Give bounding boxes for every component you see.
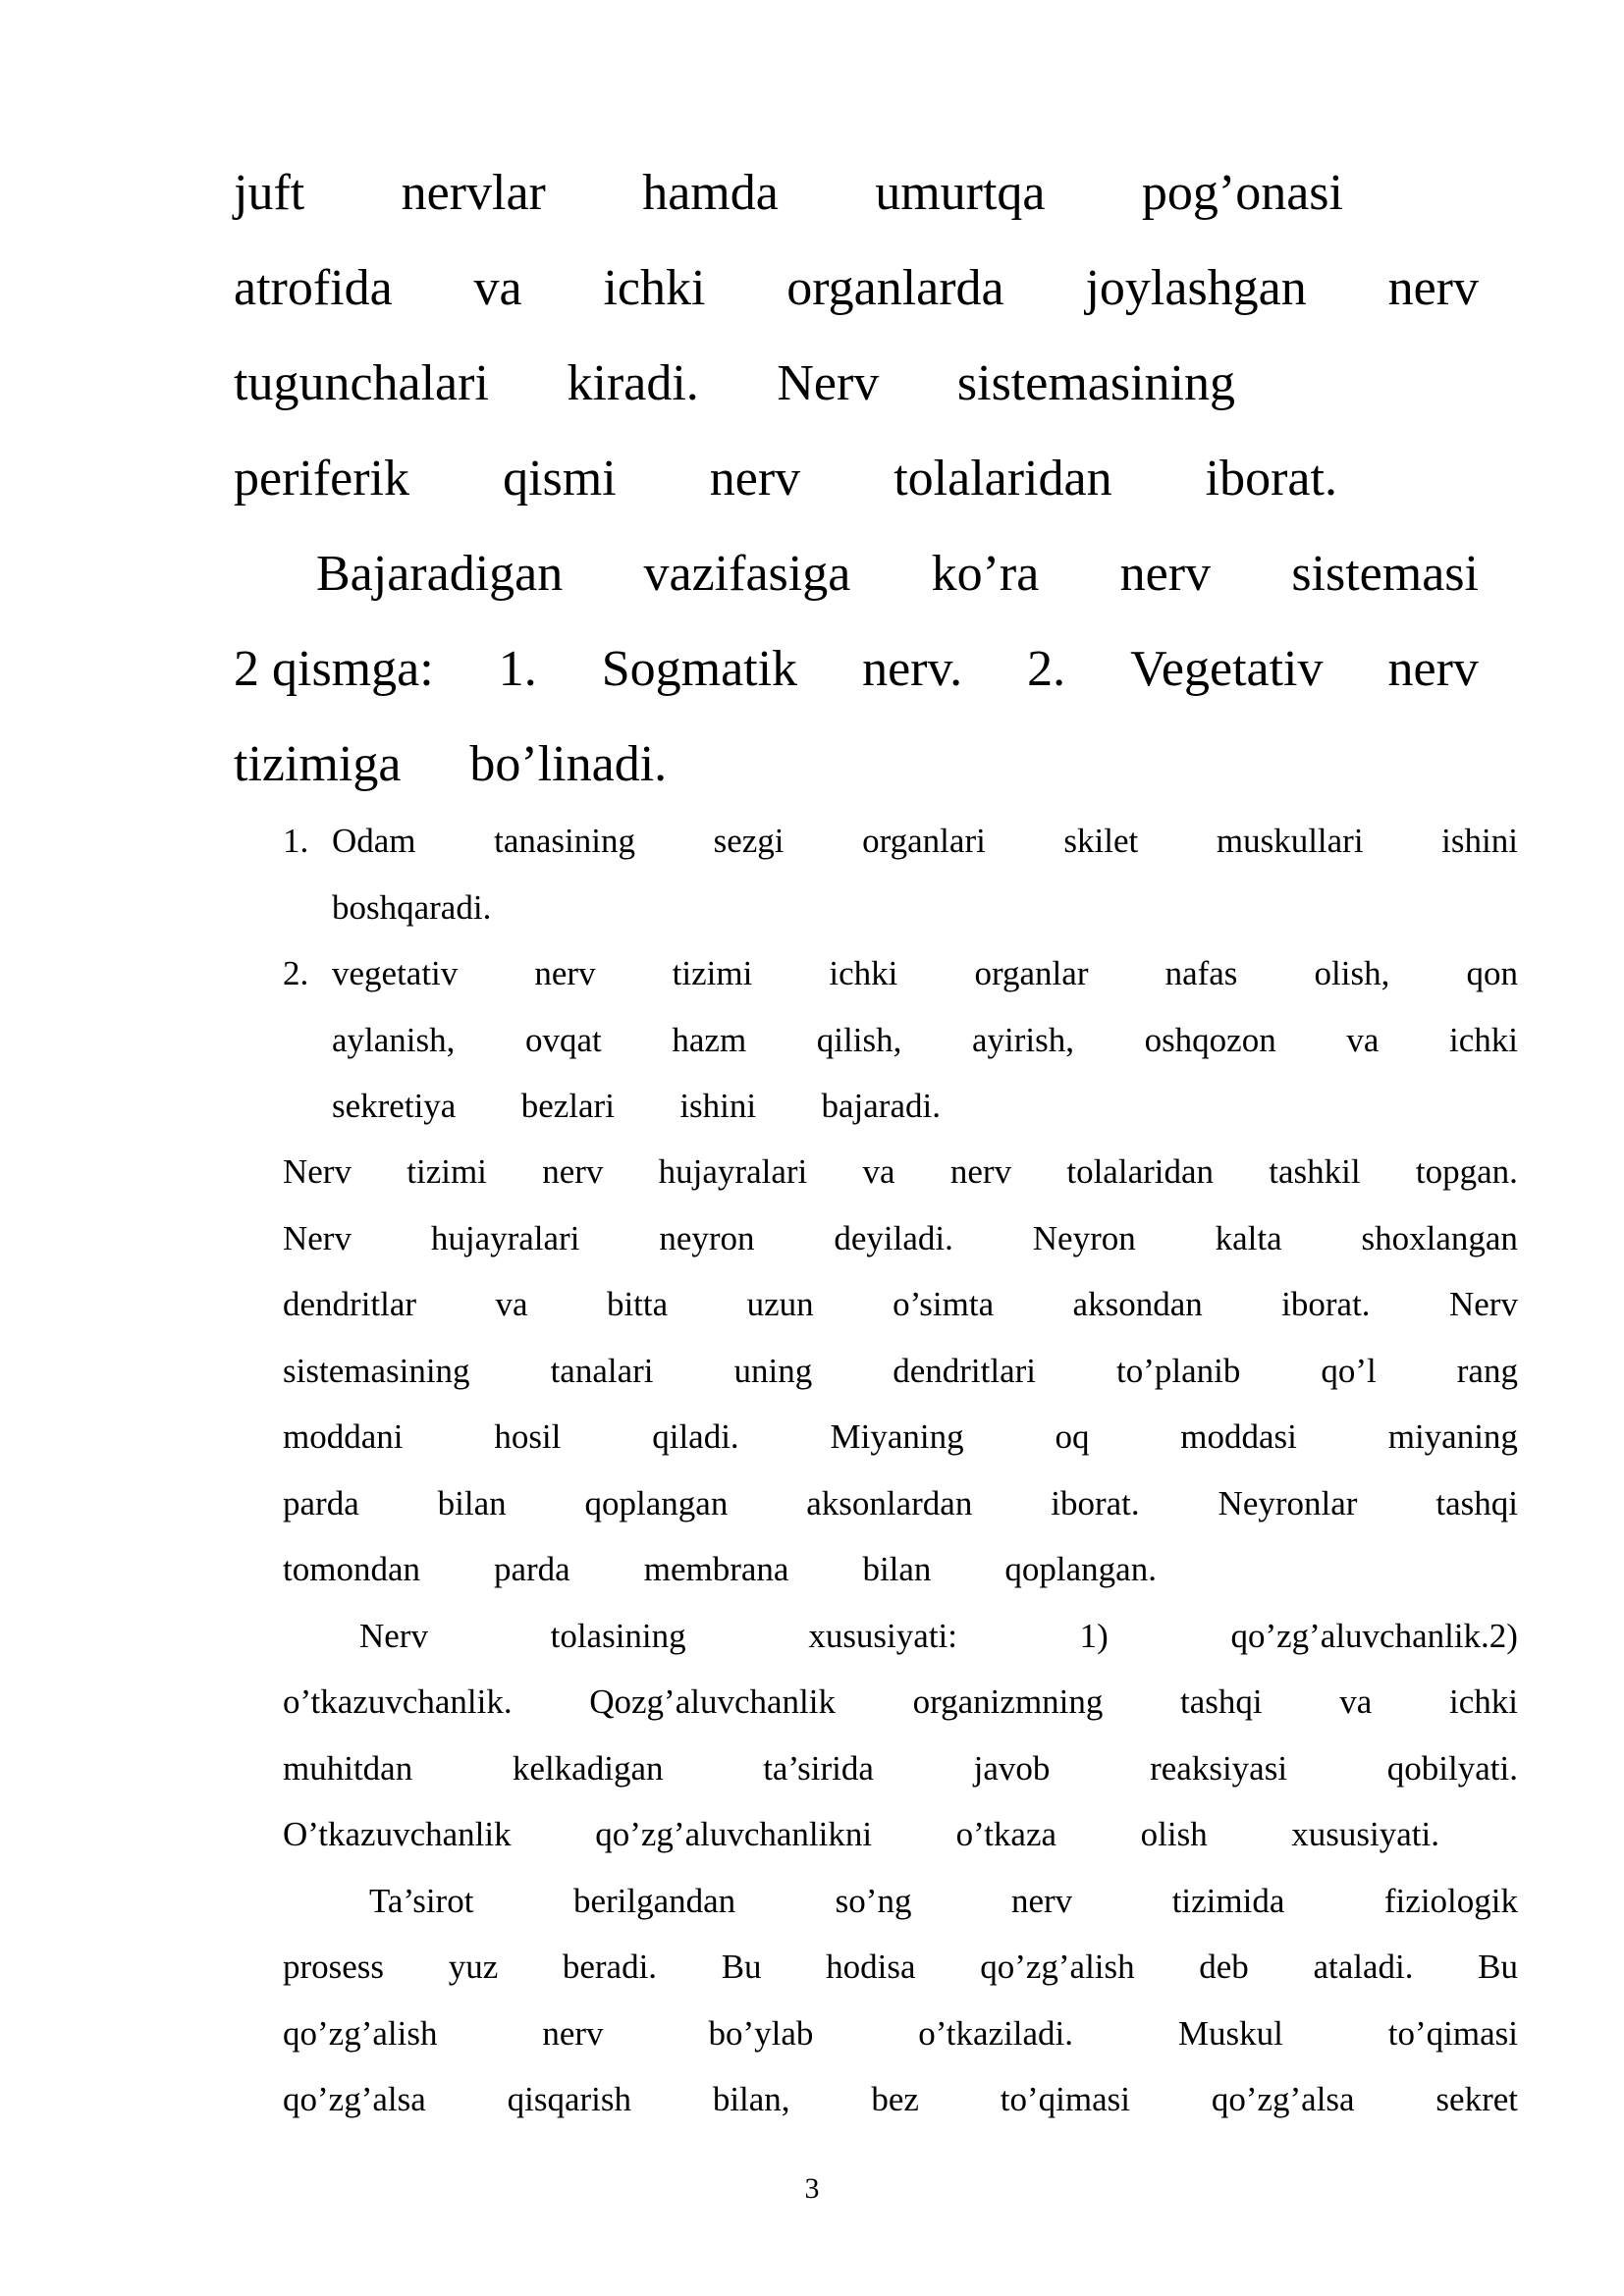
word: vazifasiga bbox=[643, 546, 851, 602]
word: sistemasining bbox=[283, 1351, 470, 1390]
word: hamda bbox=[642, 165, 779, 221]
paragraph-line bbox=[234, 431, 1337, 526]
word: aylanish, bbox=[332, 1020, 456, 1059]
word: tomondan bbox=[283, 1550, 420, 1588]
word: moddani bbox=[283, 1417, 404, 1456]
word: o’simta bbox=[893, 1285, 995, 1323]
word: joylashgan bbox=[1085, 260, 1307, 316]
body-line bbox=[283, 1338, 1518, 1405]
word: yuz bbox=[448, 1948, 499, 1986]
word: tugunchalari bbox=[234, 355, 489, 411]
word: umurtqa bbox=[875, 165, 1046, 221]
word: ko’ra bbox=[931, 546, 1040, 602]
word: uning bbox=[733, 1351, 813, 1390]
word: bilan bbox=[862, 1550, 932, 1588]
word: parda bbox=[283, 1483, 359, 1522]
body-line bbox=[283, 1669, 1518, 1735]
word: shoxlangan bbox=[1361, 1218, 1518, 1257]
body-line bbox=[283, 1868, 1518, 1935]
word: hujayralari bbox=[658, 1152, 808, 1191]
word: juft bbox=[234, 165, 305, 221]
word: oshqozon bbox=[1144, 1020, 1276, 1059]
list-number: 1. bbox=[283, 822, 309, 860]
word: tizimi bbox=[672, 954, 753, 992]
word: bo’linadi. bbox=[469, 736, 668, 792]
body-line bbox=[283, 1139, 1518, 1205]
word: va bbox=[1339, 1682, 1373, 1721]
word: organlari bbox=[862, 822, 986, 860]
large-paragraph bbox=[234, 145, 1479, 812]
word: organlar bbox=[974, 954, 1089, 992]
body-line bbox=[283, 1801, 1439, 1868]
word: tizimi bbox=[406, 1152, 487, 1191]
word: ayirish, bbox=[971, 1020, 1074, 1059]
word: bajaradi. bbox=[821, 1087, 941, 1125]
word: Nerv bbox=[359, 1616, 428, 1655]
word: bilan, bbox=[712, 2080, 790, 2118]
word: Nerv bbox=[777, 355, 880, 411]
word: bilan bbox=[437, 1483, 507, 1522]
word: qo’l bbox=[1321, 1351, 1377, 1390]
word: ishini bbox=[1441, 822, 1518, 860]
word: tolasining bbox=[550, 1616, 686, 1655]
body-line bbox=[283, 1536, 1157, 1603]
word: iborat. bbox=[1281, 1285, 1371, 1323]
paragraph-line bbox=[234, 621, 1479, 717]
word: tashqi bbox=[1435, 1483, 1518, 1522]
word: hosil bbox=[494, 1417, 562, 1456]
word: Muskul bbox=[1177, 2013, 1283, 2053]
word: qo’zg’alish bbox=[283, 2013, 438, 2053]
page-number: 3 bbox=[804, 2172, 820, 2205]
word: to’qimasi bbox=[1387, 2013, 1518, 2053]
word: beradi. bbox=[562, 1948, 658, 1986]
word: prosess bbox=[283, 1948, 385, 1986]
body-line bbox=[283, 1205, 1518, 1272]
word: 1. bbox=[498, 641, 537, 697]
word: bo’ylab bbox=[708, 2013, 814, 2053]
numbered-list bbox=[283, 808, 1518, 1140]
word: muhitdan bbox=[283, 1748, 413, 1788]
word: nerv bbox=[1010, 1881, 1073, 1920]
word: rang bbox=[1456, 1351, 1518, 1390]
word: organlarda bbox=[786, 260, 1004, 316]
word: 2. bbox=[1027, 641, 1066, 697]
word: o’tkaziladi. bbox=[918, 2013, 1074, 2053]
word: bezlari bbox=[520, 1087, 615, 1125]
word: Bu bbox=[1478, 1948, 1518, 1986]
word: o’tkaza bbox=[955, 1815, 1057, 1853]
word: qo’zg’alsa bbox=[1211, 2080, 1355, 2118]
body-line bbox=[283, 1603, 1518, 1670]
word: nerv bbox=[542, 2013, 604, 2053]
word: nerv bbox=[1119, 546, 1212, 602]
word: Neyronlar bbox=[1218, 1483, 1358, 1522]
word: reaksiyasi bbox=[1150, 1748, 1288, 1788]
word: kiradi. bbox=[567, 355, 699, 411]
word: organizmning bbox=[912, 1682, 1104, 1721]
body-line bbox=[283, 1735, 1518, 1802]
word: dendritlar bbox=[283, 1285, 417, 1323]
word: nerv bbox=[949, 1152, 1012, 1191]
word: ta’sirida bbox=[763, 1748, 874, 1788]
word: qoplangan. bbox=[1004, 1550, 1157, 1588]
word: skilet bbox=[1063, 822, 1139, 860]
word: O’tkazuvchanlik bbox=[283, 1815, 512, 1853]
word: periferik bbox=[234, 451, 410, 507]
word: kelkadigan bbox=[512, 1748, 664, 1788]
list-line bbox=[332, 1007, 1518, 1074]
word: moddasi bbox=[1180, 1417, 1297, 1456]
word: va bbox=[862, 1152, 895, 1191]
word: qo’zg’alsa bbox=[283, 2080, 426, 2118]
word: xususiyati: bbox=[808, 1616, 957, 1655]
word: nerv bbox=[1387, 260, 1479, 316]
word: qoplangan bbox=[584, 1483, 729, 1522]
paragraph-line bbox=[234, 336, 1235, 431]
word: tashkil bbox=[1269, 1152, 1361, 1191]
word: parda bbox=[493, 1550, 570, 1588]
word: Ta’sirot bbox=[369, 1881, 474, 1920]
list-item bbox=[283, 808, 1518, 940]
body-line bbox=[283, 1271, 1518, 1338]
word: qisqarish bbox=[507, 2080, 631, 2118]
word: Nerv bbox=[283, 1152, 352, 1191]
word: va bbox=[473, 260, 522, 316]
word: nerv bbox=[534, 954, 596, 992]
list-line bbox=[332, 1073, 941, 1140]
word: Odam bbox=[332, 822, 416, 860]
word: qo’zg’aluvchanlikni bbox=[595, 1815, 873, 1853]
word: tizimiga bbox=[234, 736, 402, 792]
word: qo’zg’aluvchanlik.2) bbox=[1230, 1616, 1518, 1655]
word: tashqi bbox=[1180, 1682, 1263, 1721]
word: deyiladi. bbox=[834, 1218, 953, 1257]
word: boshqaradi. bbox=[332, 887, 492, 927]
word: bez bbox=[871, 2080, 919, 2118]
word: ichki bbox=[1448, 1682, 1518, 1721]
word: muskullari bbox=[1216, 822, 1364, 860]
word: xususiyati. bbox=[1291, 1815, 1439, 1853]
word: ishini bbox=[679, 1087, 757, 1125]
word: ichki bbox=[829, 954, 898, 992]
word: javob bbox=[973, 1748, 1051, 1788]
word: sistemasining bbox=[956, 355, 1235, 411]
word: va bbox=[1346, 1020, 1380, 1059]
word: sekretiya bbox=[332, 1087, 457, 1125]
paragraph-line bbox=[234, 145, 1343, 240]
word: Vegetativ bbox=[1130, 641, 1324, 697]
word: Qozg’aluvchanlik bbox=[589, 1682, 836, 1721]
word: dendritlari bbox=[893, 1351, 1037, 1390]
word: qismi bbox=[503, 451, 617, 507]
word: ichki bbox=[1448, 1020, 1518, 1059]
word: oq bbox=[1055, 1417, 1090, 1456]
word: ichki bbox=[603, 260, 706, 316]
word: Miyaning bbox=[830, 1417, 964, 1456]
word: 1) bbox=[1079, 1616, 1109, 1655]
word: hodisa bbox=[826, 1948, 916, 1986]
word: Neyron bbox=[1032, 1218, 1136, 1257]
word: olish bbox=[1140, 1815, 1208, 1853]
word: sekret bbox=[1435, 2080, 1518, 2118]
word: to’planib bbox=[1116, 1351, 1241, 1390]
list-item bbox=[283, 940, 1518, 1140]
list-line bbox=[332, 808, 1518, 875]
word: Bajaradigan bbox=[316, 546, 564, 602]
word: qilish, bbox=[816, 1020, 902, 1059]
word: ataladi. bbox=[1313, 1948, 1414, 1986]
word: o’tkazuvchanlik. bbox=[283, 1682, 513, 1721]
paragraph-line bbox=[234, 526, 1479, 621]
word: sezgi bbox=[713, 822, 785, 860]
word: Nerv bbox=[1448, 1285, 1518, 1323]
list-number: 2. bbox=[283, 954, 309, 992]
word: tolalaridan bbox=[1066, 1152, 1215, 1191]
word: iborat. bbox=[1051, 1483, 1140, 1522]
word: atrofida bbox=[234, 260, 393, 316]
body-text bbox=[283, 1139, 1518, 2133]
word: to’qimasi bbox=[1000, 2080, 1130, 2118]
word: hujayralari bbox=[430, 1218, 580, 1257]
word: nerv bbox=[542, 1152, 604, 1191]
word: qon bbox=[1466, 954, 1518, 992]
word: topgan. bbox=[1415, 1152, 1518, 1191]
word: uzun bbox=[746, 1285, 814, 1323]
word: tanalari bbox=[550, 1351, 654, 1390]
word: deb bbox=[1199, 1948, 1249, 1986]
body-line bbox=[283, 1404, 1518, 1470]
word: qo’zg’alish bbox=[980, 1948, 1135, 1986]
word: so’ng bbox=[835, 1881, 912, 1920]
word: aksondan bbox=[1072, 1285, 1203, 1323]
word: sistemasi bbox=[1291, 546, 1479, 602]
paragraph-line bbox=[234, 240, 1479, 336]
word: tanasining bbox=[494, 822, 636, 860]
word: neyron bbox=[659, 1218, 755, 1257]
word: miyaning bbox=[1387, 1417, 1518, 1456]
body-line bbox=[283, 2066, 1518, 2133]
word: ovqat bbox=[525, 1020, 602, 1059]
word: aksonlardan bbox=[806, 1483, 973, 1522]
word: nafas bbox=[1164, 954, 1238, 992]
paragraph-line bbox=[234, 717, 1479, 812]
word: nerv bbox=[1387, 641, 1479, 697]
word: 2 qismga: bbox=[234, 641, 434, 697]
word: va bbox=[495, 1285, 528, 1323]
body-line bbox=[283, 1934, 1518, 2001]
word: pog’onasi bbox=[1141, 165, 1343, 221]
word: berilgandan bbox=[572, 1881, 736, 1920]
word: tizimida bbox=[1171, 1881, 1285, 1920]
body-line bbox=[283, 2001, 1518, 2067]
body-line bbox=[283, 1470, 1518, 1537]
word: nerv bbox=[709, 451, 801, 507]
word: vegetativ bbox=[332, 954, 459, 992]
word: tolalaridan bbox=[893, 451, 1112, 507]
word: fiziologik bbox=[1383, 1881, 1518, 1920]
word: bitta bbox=[606, 1285, 669, 1323]
list-line bbox=[332, 875, 1518, 941]
word: iborat. bbox=[1205, 451, 1337, 507]
word: olish, bbox=[1314, 954, 1390, 992]
word: nerv. bbox=[862, 641, 963, 697]
word: Bu bbox=[721, 1948, 762, 1986]
word: qiladi. bbox=[652, 1417, 739, 1456]
list-line bbox=[332, 940, 1518, 1007]
word: Nerv bbox=[283, 1218, 352, 1257]
word: nervlar bbox=[401, 165, 546, 221]
word: Sogmatik bbox=[601, 641, 798, 697]
word: membrana bbox=[643, 1550, 789, 1588]
word: hazm bbox=[672, 1020, 747, 1059]
word: qobilyati. bbox=[1386, 1748, 1518, 1788]
word: kalta bbox=[1215, 1218, 1282, 1257]
